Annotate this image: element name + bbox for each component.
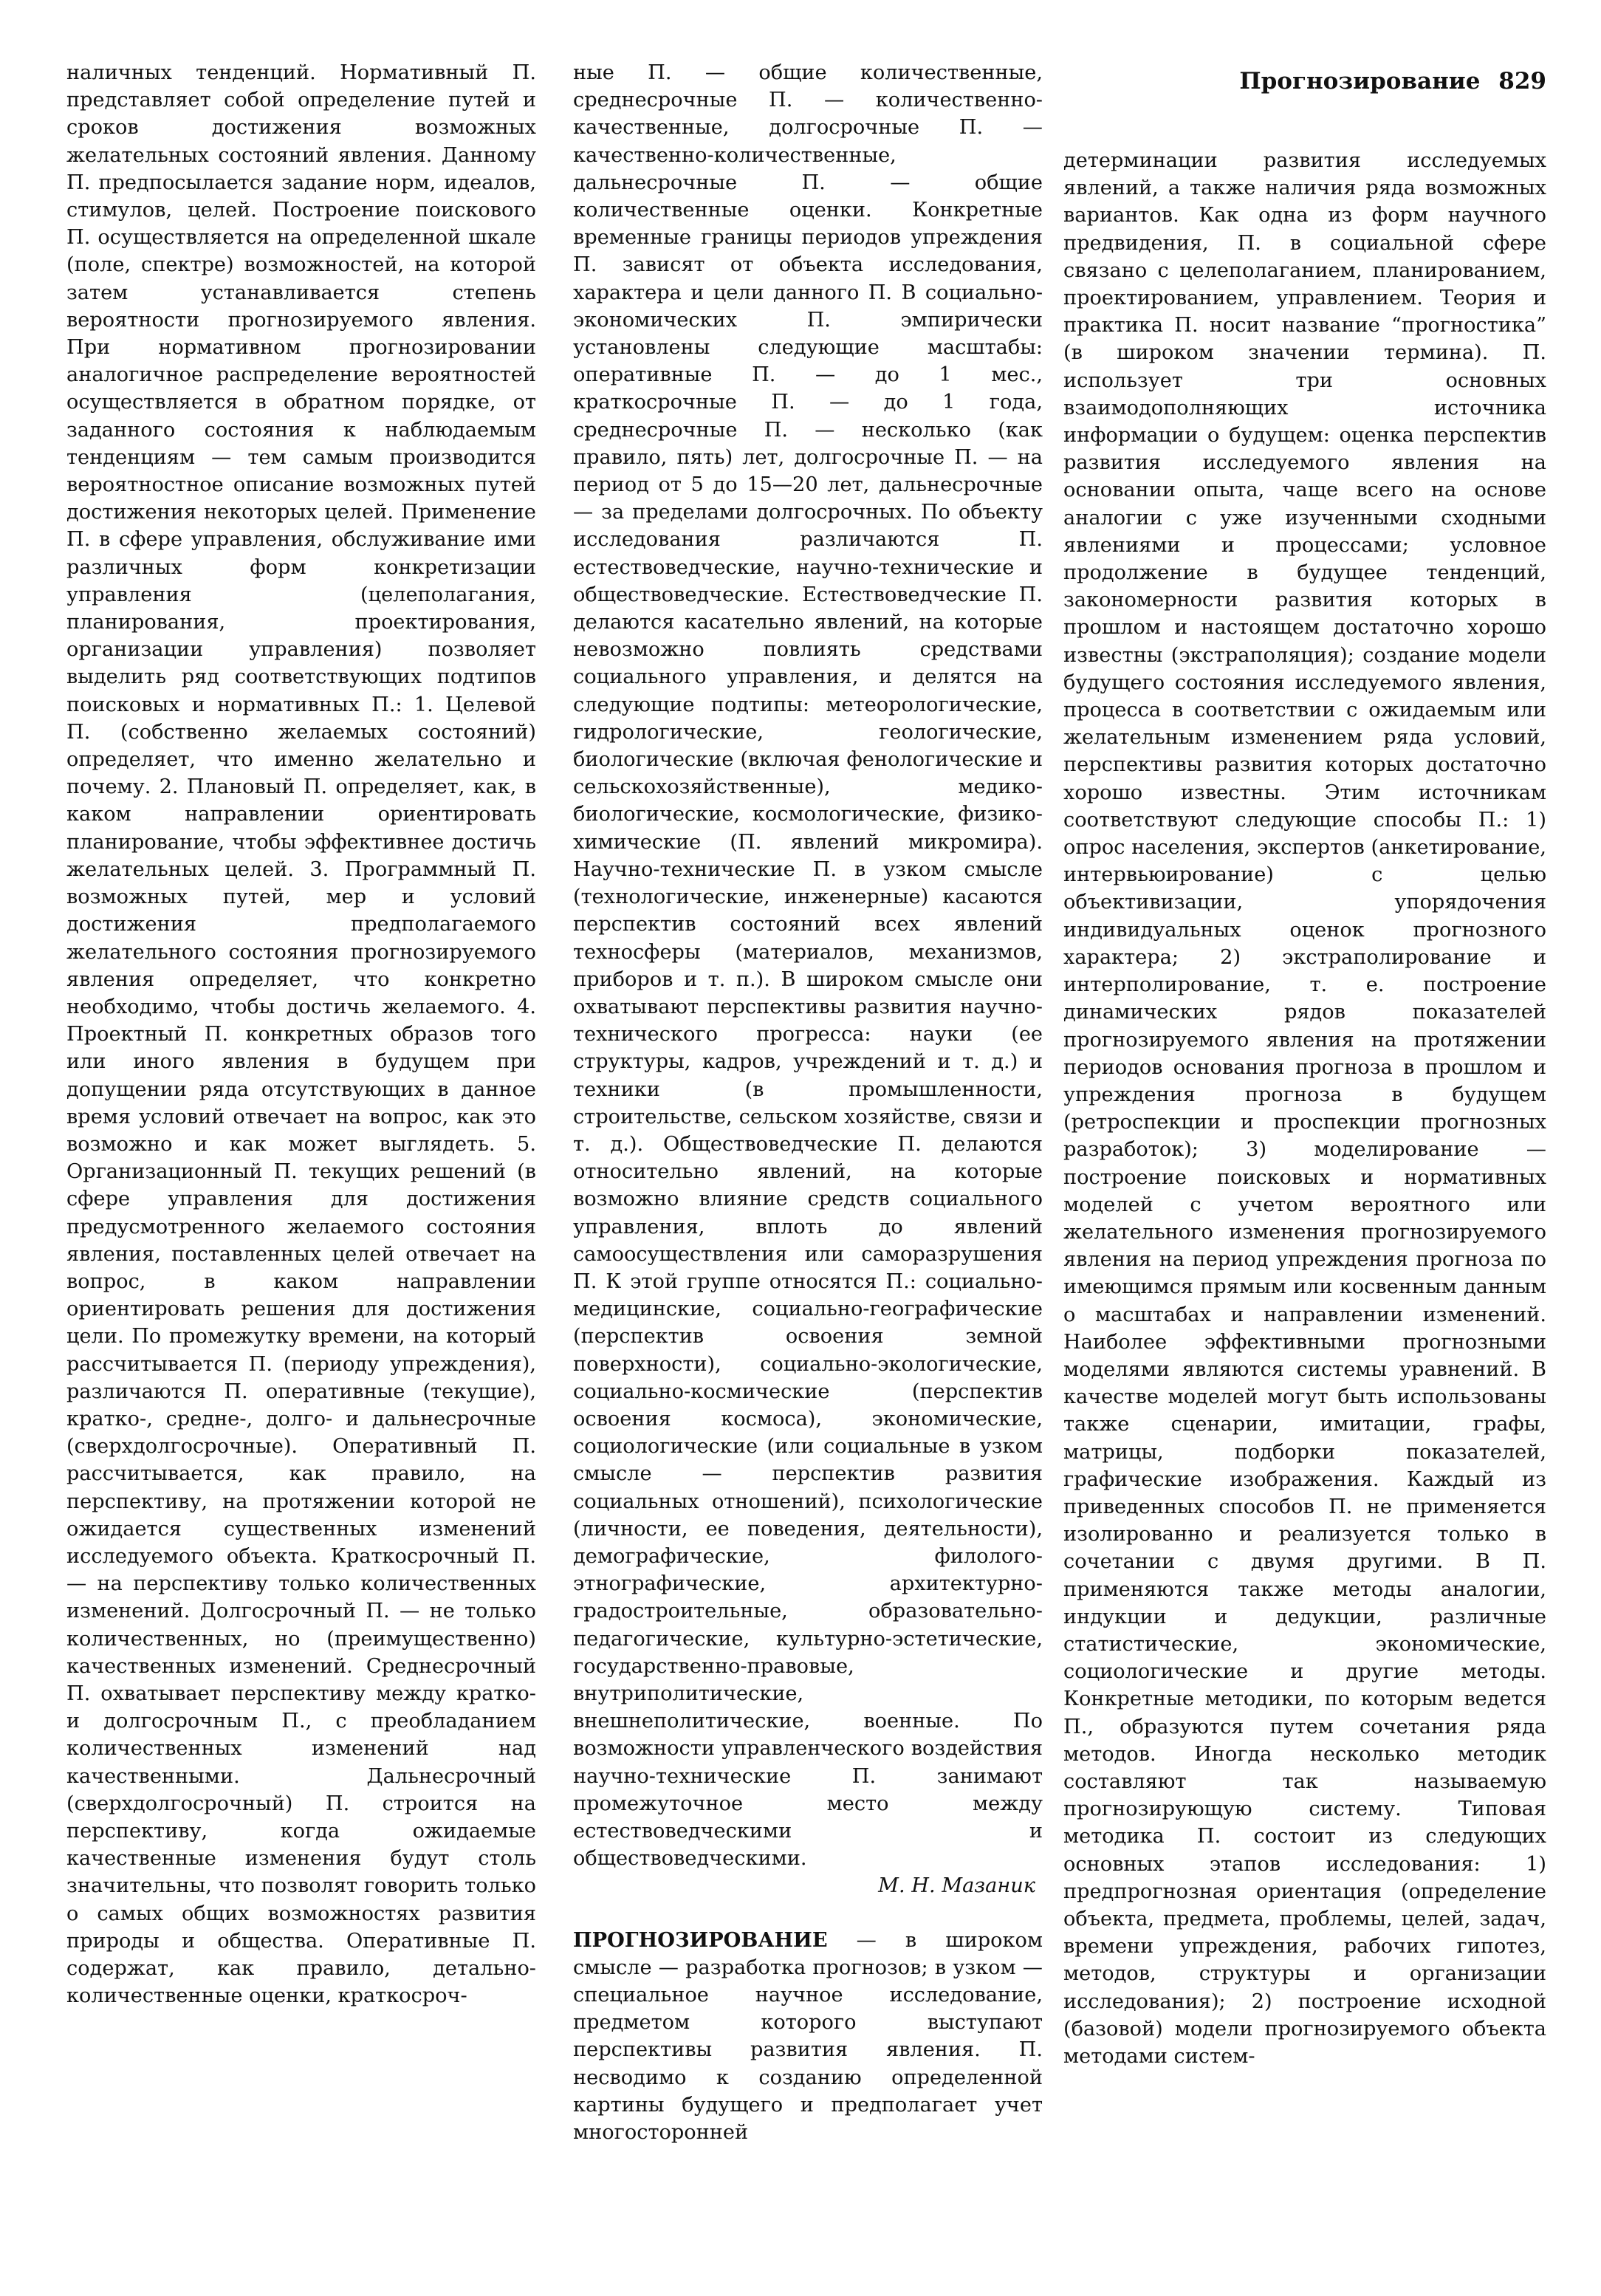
column-text: наличных тенденций. Нормативный П. представляет собой определение путей и сроков достижения возможных желательных состояний явления. Данному П. предпосылается задание норм, идеалов, стимулов, целей. Построение поискового П. осуществляется на определенной шкале (поле, спектре) возможностей, на которой затем устанавливается степень вероятности прогнозируемого явления. При нормативном прогнозировании аналогичное распределение вероятностей осуществляется в обратном порядке, от заданного состояния к наблюдаемым тенденциям — тем самым производится вероятностное описание возможных путей достижения некоторых целей. Применение П. в сфере управления, обслуживание ими различных форм конкретизации управления (целеполагания, планирования, проектирования, организации управления) позволяет выделить ряд соответствующих подтипов поисковых и нормативных П.: 1. Целевой П. (собственно желаемых состояний) определяет, что именно желательно и почему. 2. Плановый П. определяет, как, в каком направлении ориентировать планирование, чтобы эффективнее достичь желательных целей. 3. Программный П. возможных путей, мер и условий достижения предполагаемого желательного состояния прогнозируемого явления определяет, что конкретно необходимо, чтобы достичь желаемого. 4. Проектный П. конкретных образов того или иного явления в будущем при допущении ряда отсутствующих в данное время условий отвечает на вопрос, как это возможно и как может выглядеть. 5. Организационный П. текущих решений (в сфере управления для достижения предусмотренного желаемого состояния явления, поставленных целей отвечает на вопрос, в каком направлении ориентировать решения для достижения цели. По промежутку времени, на который рассчитывается П. (периоду упреждения), различаются П. оперативные (текущие), кратко-, средне-, долго- и дальнесрочные (сверхдолгосрочные). Оперативный П. рассчитывается, как правило, на перспективу, на протяжении которой не ожидается существенных изменений исследуемого объекта. Краткосрочный П. — на перспективу только количественных изменений. Долгосрочный П. — не только количественных, но (преимущественно) качественных изменений. Среднесрочный П. охватывает перспективу между кратко- и долгосрочным П., с преобладанием количественных изменений над качественными. Дальнесрочный (сверхдолгосрочный) П. строится на перспективу, когда ожидаемые качественные изменения будут столь значительны, что позволят говорить только о самых общих возможностях развития природы и общества. Оперативные П. содержат, как правило, детально-количественные оценки, краткосроч- (66, 61, 536, 2008)
author-signature: М. Н. Мазаник (878, 1874, 1035, 1898)
column-text: детерминации развития исследуемых явлений, а также наличия ряда возможных вариантов. Как одна из форм научного предвидения, П. в социальной сфере связано с целеполаганием, планированием, проектированием, управлением. Теория и практика П. носит название “прогностика” (в широком значении термина). П. использует три основных взаимодополняющих источника информации о будущем: оценка перспектив развития исследуемого явления на основании опыта, чаще всего на основе аналогии с уже изученными сходными явлениями и процессами; условное продолжение в будущее тенденций, закономерности развития которых в прошлом и настоящем достаточно хорошо известны (экстраполяция); создание модели будущего состояния исследуемого явления, процесса в соответствии с ожидаемым или желательным изменением ряда условий, перспективы развития которых достаточно хорошо известны. Этим источникам соответствуют следующие способы П.: 1) опрос населения, экспертов (анкетирование, интервьюирование) с целью объективизации, упорядочения индивидуальных оценок прогнозного характера; 2) экстраполирование и интерполирование, т. е. построение динамических рядов показателей прогнозируемого явления на протяжении периодов основания прогноза в прошлом и упреждения прогноза в будущем (ретроспекции и проспекции прогнозных разработок); 3) моделирование — построение поисковых и нормативных моделей с учетом вероятного или желательного изменения прогнозируемого явления на период упреждения прогноза по имеющимся прямым или косвенным данным о масштабах и направлении изменений. Наиболее эффективными прогнозными моделями являются системы уравнений. В качестве моделей могут быть использованы также сценарии, имитации, графы, матрицы, подборки показателей, графические изображения. Каждый из приведенных способов П. не применяется изолированно и реализуется только в сочетании с двумя другими. В П. применяются также методы аналогии, индукции и дедукции, различные статистические, экономические, социологические и другие методы. Конкретные методики, по которым ведется П., образуются путем сочетания ряда методов. Иногда несколько методик составляют так называемую прогнозирующую систему. Типовая методика П. состоит из следующих основных этапов исследования: 1) предпрогнозная ориентация (определение объекта, предмета, проблемы, целей, задач, времени упреждения, рабочих гипотез, методов, структуры и организации исследования); 2) построение исходной (базовой) модели прогнозируемого объекта методами систем- (1063, 149, 1546, 2069)
text-column-middle (573, 59, 1043, 2146)
running-header (1239, 68, 1546, 95)
article-definition: — в широком смысле — разработка прогнозов; в узком — специальное научное исследование, предметом которого выступают перспективы развития явления. П. несводимо к созданию определенной картины будущего и предполагает учет многосторонней (573, 1928, 1043, 2145)
article-term: ПРОГНОЗИРОВАНИЕ (573, 1927, 828, 1952)
text-column-left (66, 59, 536, 2009)
running-title: Прогнозирование (1239, 68, 1481, 95)
text-column-right (1063, 147, 1546, 2070)
page-number: 829 (1498, 68, 1546, 95)
article-entry (573, 1927, 1043, 2147)
column-text: ные П. — общие количественные, среднесрочные П. — количественно-качественные, долгосрочные П. — качественно-количественные, дальнесрочные П. — общие количественные оценки. Конкретные временные границы периодов упреждения П. зависят от объекта исследования, характера и цели данного П. В социально-экономических П. эмпирически установлены следующие масштабы: оперативные П. — до 1 мес., краткосрочные П. — до 1 года, среднесрочные П. — несколько (как правило, пять) лет, долгосрочные П. — на период от 5 до 15—20 лет, дальнесрочные — за пределами долгосрочных. По объекту исследования различаются П. естествоведческие, научно-технические и обществоведческие. Естествоведческие П. делаются касательно явлений, на которые невозможно повлиять средствами социального управления, и делятся на следующие подтипы: метеорологические, гидрологические, геологические, биологические (включая фенологические и сельскохозяйственные), медико-биологические, космологические, физико-химические (П. явлений микромира). Научно-технические П. в узком смысле (технологические, инженерные) касаются перспектив состояний всех явлений техносферы (материалов, механизмов, приборов и т. п.). В широком смысле они охватывают перспективы развития научно-технического прогресса: науки (ее структуры, кадров, учреждений и т. д.) и техники (в промышленности, строительстве, сельском хозяйстве, связи и т. д.). Обществоведческие П. делаются относительно явлений, на которые возможно влияние средств социального управления, вплоть до явлений самоосуществления или саморазрушения П. К этой группе относятся П.: социально-медицинские, социально-географические (перспектив освоения земной поверхности), социально-экологические, социально-космические (перспектив освоения космоса), экономические, социологические (или социальные в узком смысле — перспектив развития социальных отношений), психологические (личности, ее поведения, деятельности), демографические, филолого-этнографические, архитектурно-градостроительные, образовательно-педагогические, культурно-эстетические, государственно-правовые, внутриполитические, внешнеполитические, военные. По возможности управленческого воздействия научно-технические П. занимают промежуточное место между естествоведческими и обществоведческими. (573, 61, 1043, 1871)
